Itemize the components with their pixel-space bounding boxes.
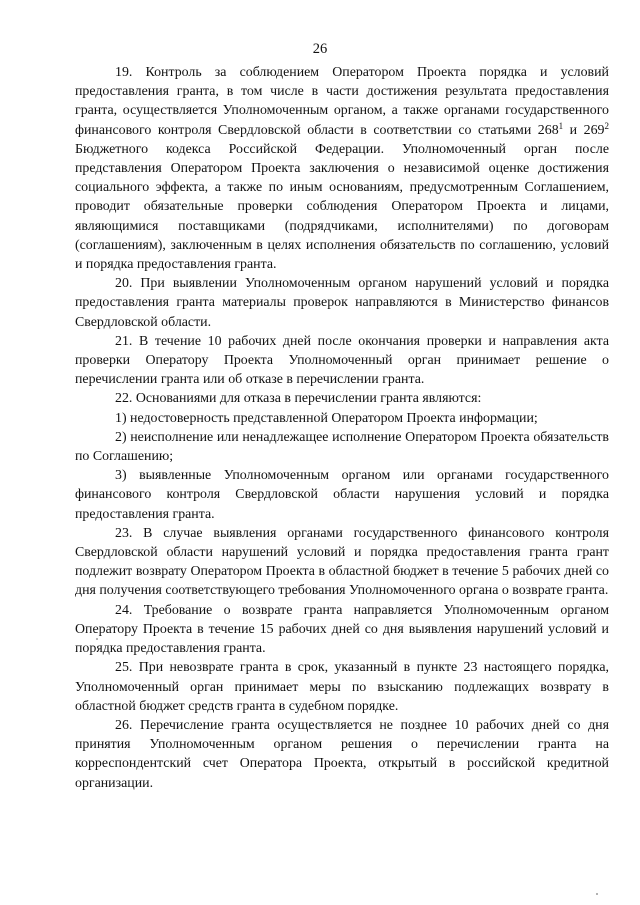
- superscript: 1: [558, 120, 564, 131]
- list-item-1: 1) недостоверность представленной Оператором Проекта информации;: [115, 410, 538, 426]
- document-body: [75, 63, 609, 793]
- page-number: 26: [312, 41, 328, 57]
- paragraph-21: 21. В течение 10 рабочих дней после окончания проверки и направления акта проверки Оператору Проекта Уполномоченный орган принимает решение о перечислении гранта или об отказе в перечислении гранта.: [75, 333, 609, 388]
- list-item-2: 2) неисполнение или ненадлежащее исполнение Оператором Проекта обязательств по Соглашению;: [75, 429, 609, 465]
- paragraph-23: 23. В случае выявления органами государственного финансового контроля Свердловской области нарушений условий и порядка предоставления гранта грант подлежит возврату Оператором Проекта в областной бюджет в течение 5 рабочих дней со дня получения соответствующего требования Уполномоченного органа о возврате гранта.: [75, 525, 609, 599]
- scan-speck: [596, 893, 598, 895]
- paragraph-22: 22. Основаниями для отказа в перечислении гранта являются:: [115, 391, 482, 407]
- scan-speck: [96, 638, 98, 640]
- paragraph-25: 25. При невозврате гранта в срок, указанный в пункте 23 настоящего порядка, Уполномоченный орган принимает меры по взысканию подлежащих возврату в областной бюджет средств гранта в судебном порядке.: [75, 660, 609, 714]
- list-item-3: 3) выявленные Уполномоченным органом или органами государственного финансового контроля Свердловской области нарушения условий и порядка предоставления гранта.: [75, 468, 609, 522]
- paragraph-19: 19. Контроль за соблюдением Оператором Проекта порядка и условий предоставления гранта, в том числе в части достижения результата предоставления гранта, осуществляется Уполномоченным органом, а также органами государственного финансового контроля Свердловской области в соответствии со статьями $268^1$ и $269^2$ Бюджетного кодекса Российской Федерации. Уполномоченный орган после представления Оператором Проекта заключения о независимой оценке достижения социального эффекта, а также по иным основаниям, предусмотренным Соглашением, проводит обязательные проверки соблюдения Оператором Проекта и лицами, являющимися поставщиками (подрядчиками, исполнителями) по договорам (соглашениям), заключенным в целях исполнения обязательств по соглашению, условий и порядка предоставления гранта.: [75, 65, 609, 273]
- superscript: 2: [604, 120, 609, 131]
- paragraph-20: 20. При выявлении Уполномоченным органом нарушений условий и порядка предоставления гранта материалы проверок направляются в Министерство финансов Свердловской области.: [75, 276, 609, 330]
- paragraph-24: 24. Требование о возврате гранта направляется Уполномоченным органом Оператору Проекта в течение 15 рабочих дней со дня выявления нарушений условий и порядка предоставления гранта.: [75, 602, 609, 657]
- paragraph-26: 26. Перечисление гранта осуществляется не позднее 10 рабочих дней со дня принятия Уполномоченным органом решения о перечислении гранта на корреспондентский счет Оператора Проекта, открытый в российской кредитной организации.: [75, 717, 609, 791]
